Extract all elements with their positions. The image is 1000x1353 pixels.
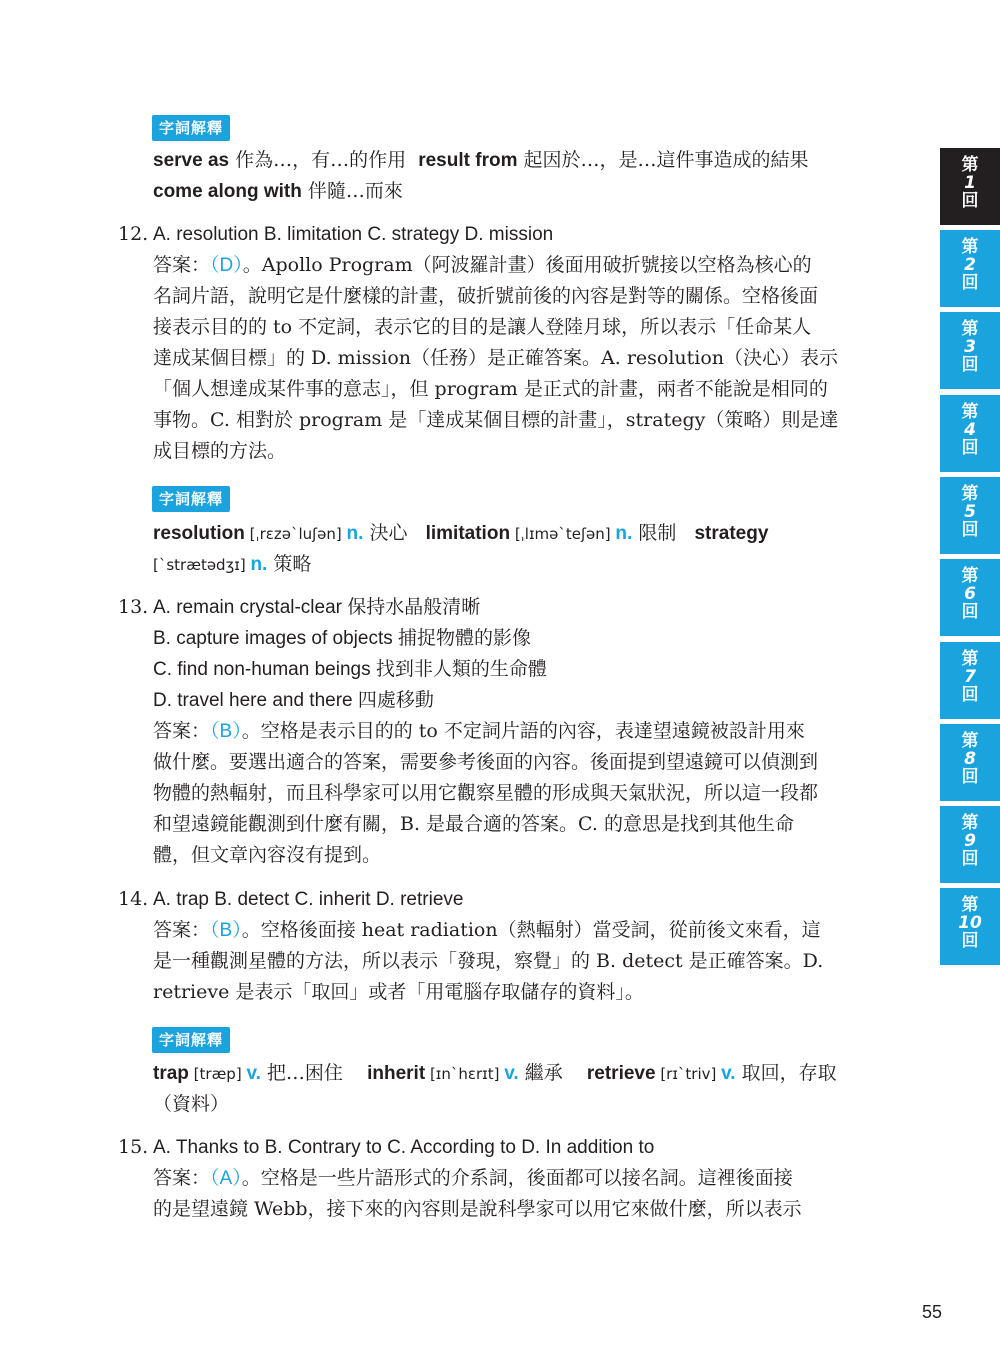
vocab-pos: n. [346, 523, 364, 544]
answer-line [153, 1163, 793, 1194]
explanation-text: 名詞片語，說明它是什麼樣的計畫，破折號前後的內容是對等的關係。空格後面 [153, 285, 819, 307]
vocab-term: limitation [425, 523, 511, 544]
vocab-pos: v. [246, 1063, 261, 1084]
tab-prefix: 第 [961, 566, 979, 586]
vocab-line [153, 518, 768, 550]
question-number: 15. [118, 1136, 149, 1158]
question-number: 12. [118, 223, 149, 245]
tab-prefix: 第 [961, 237, 979, 257]
vocab-pos: v. [721, 1063, 736, 1084]
tab-number: 1 [964, 173, 976, 193]
answer-label: 答案： [153, 1167, 211, 1189]
tab-round-2[interactable] [940, 230, 1000, 309]
explanation-text: 達成某個目標」的 D. mission（任務）是正確答案。A. resolution（決心）表示 [153, 347, 839, 369]
tab-suffix: 回 [961, 685, 979, 705]
tab-prefix: 第 [961, 155, 979, 175]
answer-label: 答案： [153, 720, 211, 742]
vocab-phonetic: [træp] [188, 1065, 247, 1083]
explanation-text: 。空格是一些片語形式的介系詞，後面都可以接名詞。這裡後面接 [241, 1167, 793, 1189]
tab-round-3[interactable] [940, 312, 1000, 391]
tab-round-8[interactable] [940, 724, 1000, 803]
explanation-text: 成目標的方法。 [153, 440, 287, 462]
vocab-def: 作為…，有…的作用 [229, 149, 413, 171]
page-number: 55 [921, 1302, 942, 1322]
vocab-phonetic: [ˋstrætədʒɪ] [153, 556, 251, 574]
question-number: 14. [118, 888, 149, 910]
tab-prefix: 第 [961, 813, 979, 833]
vocab-term: inherit [367, 1063, 426, 1084]
vocab-line [153, 145, 809, 176]
vocab-pos: n. [615, 523, 633, 544]
tab-round-10[interactable] [940, 888, 1000, 967]
tab-number: 4 [964, 420, 976, 440]
vocab-term: serve as [153, 150, 230, 171]
answer-value: （B） [210, 920, 242, 941]
option-c: C. find non-human beings 找到非人類的生命體 [153, 659, 547, 680]
vocab-def: 取回，存取 [735, 1062, 837, 1084]
vocab-term: result from [418, 150, 518, 171]
explanation-text: 是一種觀測星體的方法，所以表示「發現，察覺」的 B. detect 是正確答案。D. [153, 950, 824, 972]
vocab-def: 繼承 [518, 1062, 563, 1084]
question-options: A. resolution B. limitation C. strategy D. mission [153, 224, 554, 245]
vocab-term: resolution [153, 523, 245, 544]
explanation-text: 「個人想達成某件事的意志」，但 program 是正式的計畫，兩者不能說是相同的 [153, 378, 828, 400]
vocab-def: 把…困住 [260, 1062, 343, 1084]
option-b: B. capture images of objects 捕捉物體的影像 [153, 628, 532, 649]
vocab-badge: 字詞解釋 [152, 1027, 230, 1053]
vocab-def: 伴隨…而來 [301, 180, 403, 202]
answer-line [153, 250, 812, 281]
vocab-def: 決心 [363, 522, 408, 544]
tab-number: 2 [964, 255, 976, 275]
explanation-text: 體，但文章內容沒有提到。 [153, 844, 382, 866]
answer-value: （A） [210, 1168, 242, 1189]
tab-suffix: 回 [961, 355, 979, 375]
tab-prefix: 第 [961, 402, 979, 422]
tab-prefix: 第 [961, 319, 979, 339]
tab-suffix: 回 [961, 191, 979, 211]
tab-round-6[interactable] [940, 559, 1000, 638]
vocab-line [153, 1058, 837, 1090]
tab-round-4[interactable] [940, 395, 1000, 474]
vocab-term: trap [153, 1063, 189, 1084]
tab-suffix: 回 [961, 931, 979, 951]
answer-value: （D） [210, 255, 243, 276]
vocab-term: strategy [694, 523, 769, 544]
answer-line [153, 915, 821, 946]
tab-prefix: 第 [961, 484, 979, 504]
answer-label: 答案： [153, 254, 211, 276]
tab-prefix: 第 [961, 731, 979, 751]
vocab-pos: v. [504, 1063, 519, 1084]
question-number: 13. [118, 596, 149, 618]
vocab-def: 起因於…，是…這件事造成的結果 [517, 149, 809, 171]
vocab-badge: 字詞解釋 [152, 486, 230, 512]
tab-round-1[interactable] [940, 148, 1000, 227]
vocab-def: 限制 [632, 522, 677, 544]
tab-number: 3 [964, 337, 976, 357]
vocab-badge: 字詞解釋 [152, 115, 230, 141]
tab-suffix: 回 [961, 273, 979, 293]
explanation-text: 物體的熱輻射，而且科學家可以用它觀察星體的形成與天氣狀況，所以這一段都 [153, 782, 819, 804]
tab-suffix: 回 [961, 602, 979, 622]
tab-number: 10 [958, 913, 982, 933]
option-a: A. remain crystal-clear 保持水晶般清晰 [153, 597, 481, 618]
vocab-phonetic: [ˌrɛzəˋluʃən] [244, 525, 347, 543]
explanation-text: 的是望遠鏡 Webb，接下來的內容則是說科學家可以用它來做什麼，所以表示 [153, 1198, 802, 1220]
explanation-text: 接表示目的的 to 不定詞，表示它的目的是讓人登陸月球，所以表示「任命某人 [153, 316, 812, 338]
vocab-term: come along with [153, 181, 302, 202]
vocab-def: 策略 [267, 553, 312, 575]
tab-suffix: 回 [961, 767, 979, 787]
tab-number: 9 [964, 831, 976, 851]
answer-label: 答案： [153, 919, 211, 941]
explanation-text: 事物。C. 相對於 program 是「達成某個目標的計畫」，strategy（策略）則是達 [153, 409, 839, 431]
tab-round-7[interactable] [940, 642, 1000, 721]
tab-suffix: 回 [961, 849, 979, 869]
vocab-term: retrieve [586, 1063, 656, 1084]
answer-line [153, 716, 805, 747]
explanation-text: 和望遠鏡能觀測到什麼有關，B. 是最合適的答案。C. 的意思是找到其他生命 [153, 813, 794, 835]
tab-suffix: 回 [961, 438, 979, 458]
option-d: D. travel here and there 四處移動 [153, 690, 434, 711]
vocab-phonetic: [ɪnˋhɛrɪt] [425, 1065, 505, 1083]
tab-round-9[interactable] [940, 806, 1000, 885]
vocab-line [153, 549, 311, 581]
answer-value: （B） [210, 721, 242, 742]
tab-number: 5 [964, 502, 976, 522]
vocab-pos: n. [250, 554, 268, 575]
tab-number: 7 [964, 667, 976, 687]
vocab-line [153, 176, 403, 207]
explanation-text: 。空格是表示目的的 to 不定詞片語的內容，表達望遠鏡被設計用來 [241, 720, 805, 742]
vocab-def: （資料） [153, 1093, 230, 1115]
tab-prefix: 第 [961, 649, 979, 669]
explanation-text: retrieve 是表示「取回」或者「用電腦存取儲存的資料」。 [153, 981, 644, 1003]
explanation-text: 。空格後面接 heat radiation（熱輻射）當受詞，從前後文來看，這 [241, 919, 821, 941]
question-options: A. Thanks to B. Contrary to C. According to D. In addition to [153, 1137, 655, 1158]
tab-round-5[interactable] [940, 477, 1000, 556]
question-options: A. trap B. detect C. inherit D. retrieve [153, 889, 464, 910]
explanation-text: 。Apollo Program（阿波羅計畫）後面用破折號接以空格為核心的 [242, 254, 812, 276]
tab-number: 6 [964, 584, 976, 604]
explanation-text: 做什麼。要選出適合的答案，需要參考後面的內容。後面提到望遠鏡可以偵測到 [153, 751, 819, 773]
tab-suffix: 回 [961, 520, 979, 540]
tab-prefix: 第 [961, 895, 979, 915]
vocab-phonetic: [ˌlɪməˋteʃən] [510, 525, 616, 543]
vocab-phonetic: [rɪˋtriv] [655, 1065, 722, 1083]
tab-number: 8 [964, 749, 976, 769]
